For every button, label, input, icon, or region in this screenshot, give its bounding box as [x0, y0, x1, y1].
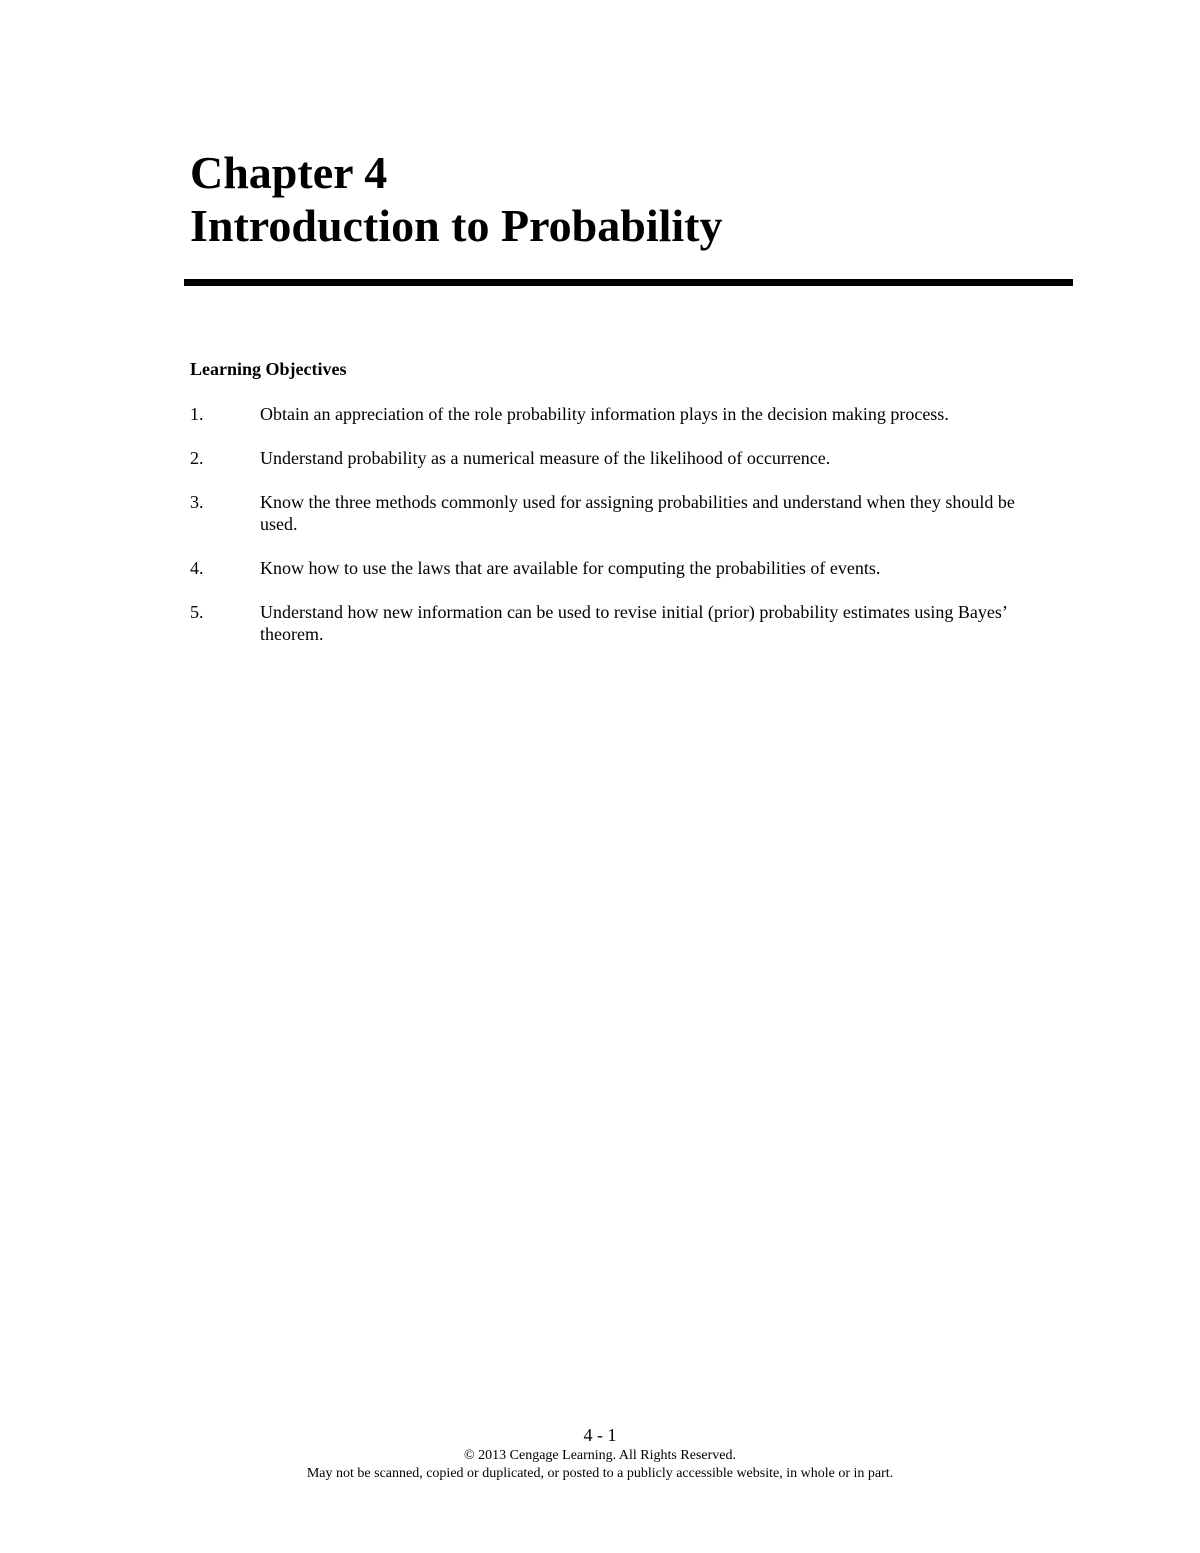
objective-text: Know the three methods commonly used for assigning probabilities and understand when they should be used. [260, 492, 1015, 534]
objective-number: 4. [190, 558, 204, 578]
objectives-heading: Learning Objectives [190, 359, 347, 379]
title-divider [184, 279, 1073, 286]
chapter-number: Chapter 4 [190, 147, 388, 198]
objective-number: 5. [190, 602, 204, 622]
chapter-title: Introduction to Probability [190, 200, 723, 251]
objective-text: Obtain an appreciation of the role probability information plays in the decision making process. [260, 404, 949, 424]
copyright-line: © 2013 Cengage Learning. All Rights Reserved. [464, 1448, 736, 1463]
objective-text: Know how to use the laws that are available for computing the probabilities of events. [260, 558, 881, 578]
objectives-list [190, 403, 1050, 667]
objective-text: Understand how new information can be used to revise initial (prior) probability estimates using Bayes’ theorem. [260, 602, 1007, 644]
chapter-title-block [190, 146, 1070, 252]
objective-number: 3. [190, 492, 204, 512]
objective-text: Understand probability as a numerical measure of the likelihood of occurrence. [260, 448, 831, 468]
list-item [190, 447, 1050, 469]
list-item [190, 557, 1050, 579]
list-item [190, 601, 1050, 645]
usage-notice: May not be scanned, copied or duplicated, or posted to a publicly accessible website, in whole or in part. [306, 1466, 894, 1481]
list-item [190, 491, 1050, 535]
objective-number: 1. [190, 404, 204, 424]
page-number: 4 - 1 [583, 1425, 617, 1445]
list-item [190, 403, 1050, 425]
objective-number: 2. [190, 448, 204, 468]
